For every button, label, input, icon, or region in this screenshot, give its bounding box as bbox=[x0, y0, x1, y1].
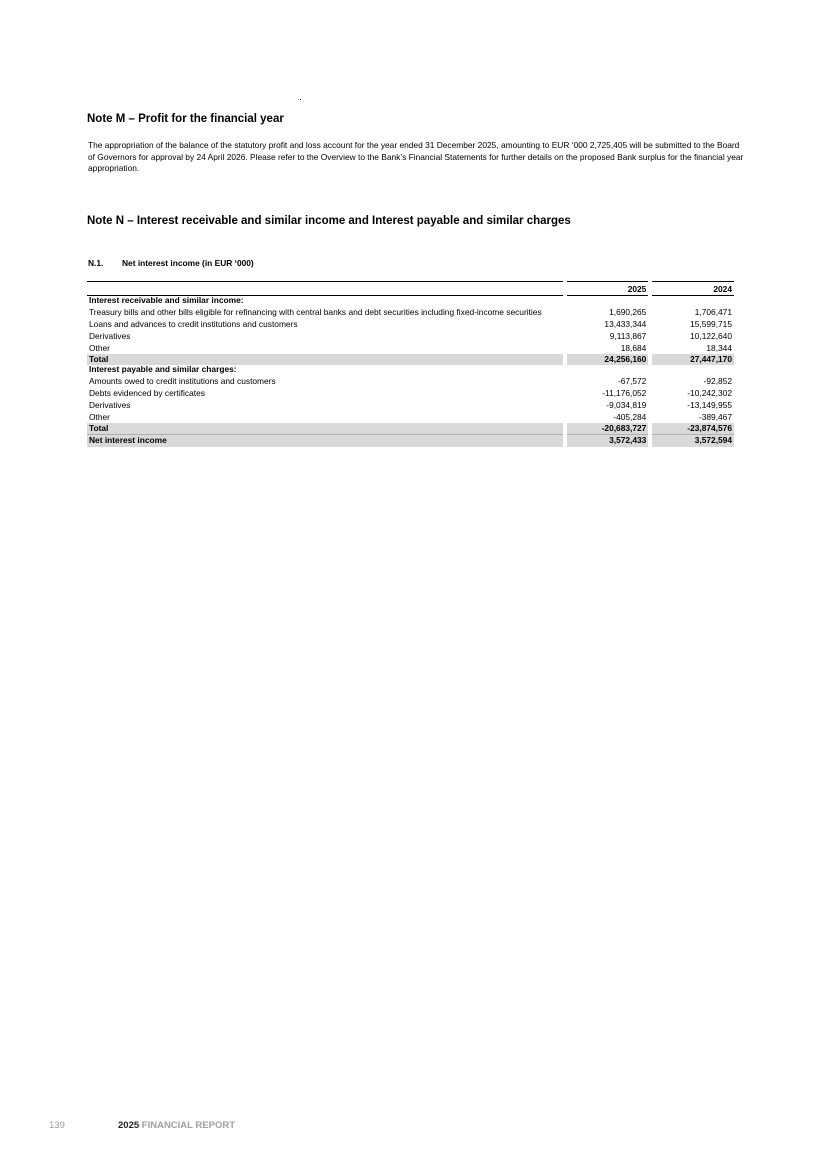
table-row bbox=[87, 306, 734, 318]
table-row bbox=[87, 330, 734, 342]
header-label-cell bbox=[87, 281, 563, 296]
row-label: Derivatives bbox=[89, 331, 131, 341]
value-2025: 24,256,160 bbox=[567, 354, 649, 366]
column-header-2024: 2024 bbox=[652, 281, 734, 296]
value-2024: 1,706,471 bbox=[694, 307, 732, 317]
footer-report-title: FINANCIAL REPORT bbox=[141, 1120, 236, 1131]
value-2024: 18,344 bbox=[706, 343, 732, 353]
note-n-title: Note N – Interest receivable and similar income and Interest payable and similar charges bbox=[87, 215, 571, 227]
value-2024: 27,447,170 bbox=[652, 354, 734, 366]
value-2025 bbox=[567, 296, 649, 306]
note-m-body: The appropriation of the balance of the statutory profit and loss account for the year ended 31 December 2025, amounting to EUR ‘000 2,725,405 will be submitted to the Board of Governors for approval by 24 April 2026. Please refer to the Overview to the Bank’s Financial Statements for further details on the proposed Bank surplus for the financial year appropriation. bbox=[88, 140, 744, 173]
column-header-2025: 2025 bbox=[567, 281, 649, 296]
row-label: Total bbox=[87, 423, 563, 435]
row-label: Other bbox=[89, 343, 110, 353]
value-2025: -11,176,052 bbox=[602, 388, 647, 399]
section-number: N.1. bbox=[88, 258, 104, 268]
value-2024: 3,572,594 bbox=[652, 434, 734, 447]
section-row bbox=[87, 296, 734, 306]
table-header-row bbox=[87, 281, 734, 296]
section-title: Net interest income (in EUR ‘000) bbox=[122, 258, 254, 268]
row-label: Loans and advances to credit institutions and customers bbox=[89, 319, 298, 329]
page-number: 139 bbox=[49, 1120, 65, 1131]
value-2025: 9,113,867 bbox=[609, 331, 647, 341]
row-label: Total bbox=[87, 354, 563, 366]
value-2024: -389,467 bbox=[698, 412, 732, 423]
total-row bbox=[87, 434, 734, 447]
row-label: Interest payable and similar charges: bbox=[89, 364, 237, 375]
value-2025: 13,433,344 bbox=[604, 319, 647, 329]
value-2025: -20,683,727 bbox=[567, 423, 649, 435]
value-2024: 15,599,715 bbox=[690, 319, 732, 329]
table-row bbox=[87, 318, 734, 330]
table-row bbox=[87, 342, 734, 354]
value-2024: -23,874,576 bbox=[652, 423, 734, 435]
value-2024: -10,242,302 bbox=[687, 388, 732, 399]
section-row bbox=[87, 365, 734, 375]
table-row bbox=[87, 399, 734, 411]
value-2025: 1,690,265 bbox=[609, 307, 647, 317]
section-heading bbox=[88, 258, 254, 269]
row-label: Other bbox=[89, 412, 110, 423]
table-row bbox=[87, 387, 734, 399]
page-footer bbox=[49, 1120, 235, 1131]
row-label: Treasury bills and other bills eligible for refinancing with central banks and debt securities including fixed-income securities bbox=[89, 307, 542, 317]
value-2025: 18,684 bbox=[620, 343, 647, 353]
value-2025: 3,572,433 bbox=[567, 434, 649, 447]
row-label: Interest receivable and similar income: bbox=[89, 295, 244, 305]
value-2024: -92,852 bbox=[703, 376, 732, 387]
note-m-title: Note M – Profit for the financial year bbox=[87, 113, 284, 125]
value-2024: 10,122,640 bbox=[690, 331, 732, 341]
value-2024 bbox=[652, 365, 734, 375]
value-2025 bbox=[567, 365, 649, 375]
footer-year: 2025 bbox=[118, 1120, 140, 1131]
row-label: Amounts owed to credit institutions and customers bbox=[89, 376, 276, 387]
total-row bbox=[87, 423, 734, 435]
row-label: Debts evidenced by certificates bbox=[89, 388, 205, 399]
value-2024 bbox=[652, 296, 734, 306]
row-label: Net interest income bbox=[87, 434, 563, 447]
table-row bbox=[87, 375, 734, 387]
value-2025: -405,284 bbox=[613, 412, 647, 423]
net-interest-income-table bbox=[87, 281, 734, 447]
value-2025: -67,572 bbox=[617, 376, 647, 387]
value-2025: -9,034,819 bbox=[606, 400, 647, 411]
row-label: Derivatives bbox=[89, 400, 131, 411]
stray-dot bbox=[300, 99, 301, 100]
value-2024: -13,149,955 bbox=[687, 400, 732, 411]
table-body bbox=[87, 296, 734, 447]
table-row bbox=[87, 411, 734, 423]
